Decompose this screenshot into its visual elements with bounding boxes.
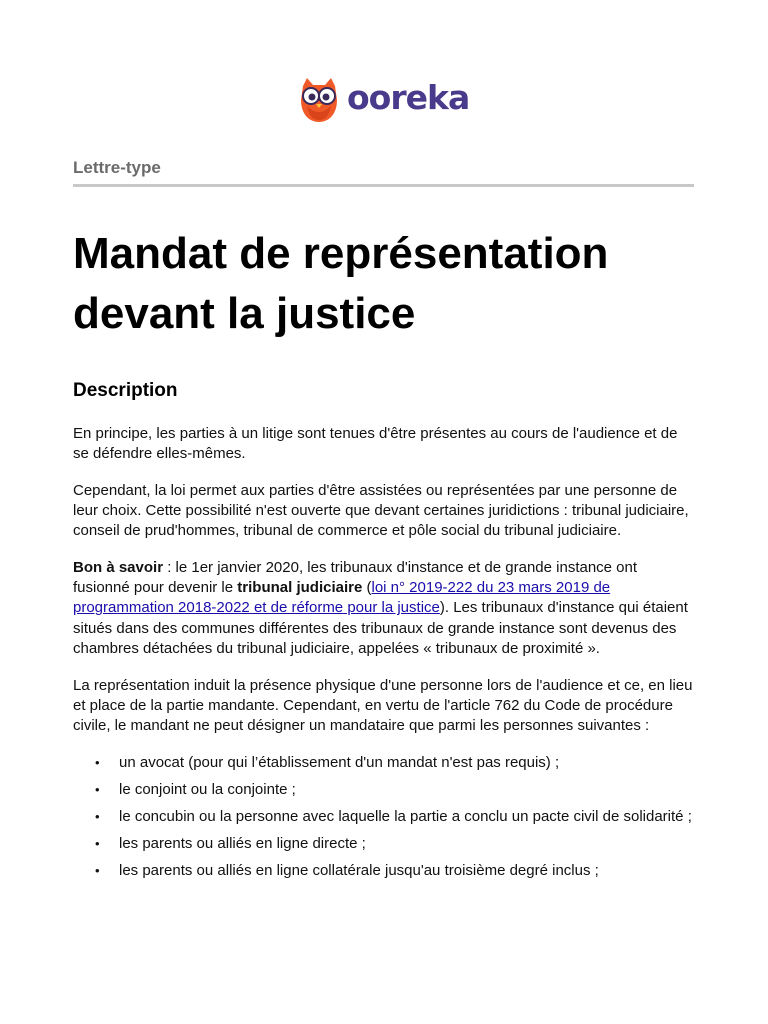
law-reference-link[interactable]: loi n° 2019-222 du 23 mars 2019 de programmation 2018-2022 et de réforme pour la justice [73, 579, 611, 617]
good-to-know-text-b: ). Les tribunaux d'instance qui étaient situés dans des communes différentes des tribunaux de grande instance sont devenus des chambres détachées du tribunal judiciaire, appelées « tribunaux de proximité ». [73, 599, 688, 657]
tribunal-judiciaire-term: tribunal judiciaire [237, 579, 363, 597]
representatives-list [73, 753, 695, 882]
list-item: • les parents ou alliés en ligne collatérale jusqu'au troisième degré inclus ; [73, 861, 695, 881]
section-heading: Description [73, 380, 178, 401]
list-item: • les parents ou alliés en ligne directe ; [73, 834, 695, 854]
paragraph-good-to-know [73, 558, 695, 659]
paragraph-representation: La représentation induit la présence physique d'une personne lors de l'audience et ce, en lieu et place de la partie mandante. Cependant, en vertu de l'article 762 du Code de procédure civile, le mandant ne peut désigner un mandataire que parmi les personnes suivantes : [73, 676, 693, 734]
open-paren: ( [362, 579, 372, 597]
good-to-know-text-a: : le 1er janvier 2020, les tribunaux d'instance et de grande instance ont fusionné pour devenir le [73, 559, 638, 597]
document-body [73, 424, 695, 889]
header-divider [73, 184, 694, 187]
good-to-know-label: Bon à savoir [73, 559, 164, 577]
document-type-label: Lettre-type [73, 158, 161, 177]
paragraph-principle: En principe, les parties à un litige sont tenues d'être présentes au cours de l'audience et de se défendre elles-mêmes. [73, 425, 678, 463]
owl-icon [297, 76, 341, 124]
list-item: • le conjoint ou la conjointe ; [73, 780, 695, 800]
ooreka-logo[interactable] [297, 74, 469, 126]
list-item: • le concubin ou la personne avec laquelle la partie a conclu un pacte civil de solidarité ; [73, 807, 695, 827]
brand-wordmark: ooreka [347, 77, 470, 117]
paragraph-exception: Cependant, la loi permet aux parties d'être assistées ou représentées par une personne de leur choix. Cette possibilité n'est ouverte que devant certaines juridictions : tribunal judiciaire, conseil de prud'hommes, tribunal de commerce et pôle social du tribunal judiciaire. [73, 481, 689, 540]
page-title: Mandat de représentation devant la justice [73, 229, 609, 338]
list-item: • un avocat (pour qui l’établissement d'un mandat n'est pas requis) ; [73, 753, 695, 773]
